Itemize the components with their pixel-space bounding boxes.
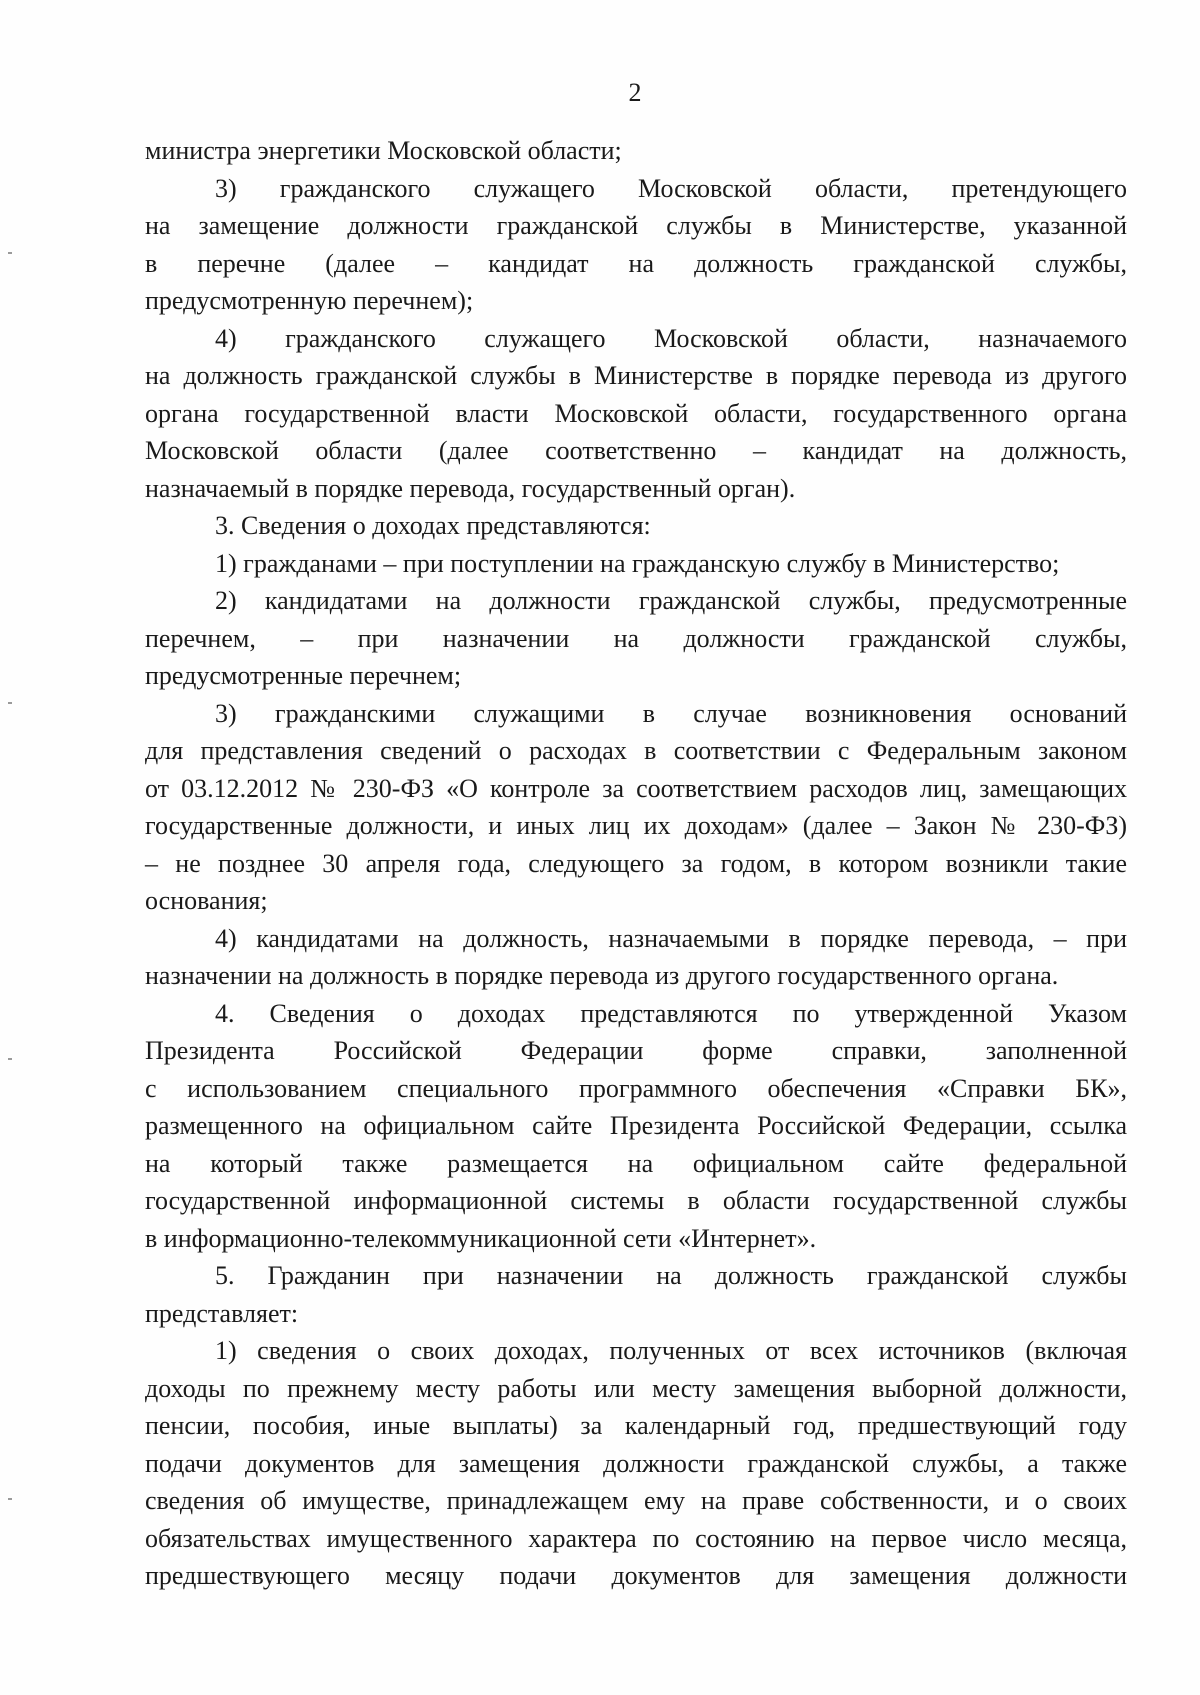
text-line: обязательствах имущественного характера по состоянию на первое число месяца,: [145, 1523, 1127, 1553]
paragraph: [145, 545, 1127, 583]
text-line: подачи документов для замещения должности гражданской службы, а также: [145, 1448, 1127, 1478]
text-line: доходы по прежнему месту работы или месту замещения выборной должности,: [145, 1373, 1127, 1403]
text-line: 4) гражданского служащего Московской области, назначаемого: [215, 323, 1127, 353]
text-line: Московской области (далее соответственно – кандидат на должность,: [145, 436, 1127, 465]
text-line: назначении на должность в порядке перевода из другого государственного органа.: [145, 961, 1059, 990]
text-line: 3) гражданскими служащими в случае возникновения оснований: [215, 698, 1127, 728]
text-line: предшествующего месяцу подачи документов для замещения должности: [145, 1561, 1127, 1590]
text-line: предусмотренные перечнем;: [145, 661, 462, 690]
paragraph: [145, 320, 1127, 508]
paragraph: [145, 1257, 1127, 1332]
text-line: 3) гражданского служащего Московской области, претендующего: [215, 173, 1127, 203]
text-line: – не позднее 30 апреля года, следующего за годом, в котором возникли такие: [145, 848, 1127, 878]
text-line: 2) кандидатами на должности гражданской службы, предусмотренные: [215, 586, 1127, 615]
text-line: 1) сведения о своих доходах, полученных от всех источников (включая: [215, 1336, 1127, 1365]
text-line: 3. Сведения о доходах представляются:: [215, 511, 651, 540]
paragraph: [145, 1332, 1127, 1595]
text-line: для представления сведений о расходах в соответствии с Федеральным законом: [145, 736, 1127, 765]
text-line: размещенного на официальном сайте Президента Российской Федерации, ссылка: [145, 1111, 1127, 1140]
text-line: в перечне (далее – кандидат на должность гражданской службы,: [145, 248, 1127, 278]
margin-mark: [8, 1058, 12, 1060]
text-line: министра энергетики Московской области;: [145, 136, 622, 165]
text-line: государственные должности, и иных лиц их доходам» (далее – Закон № 230-ФЗ): [145, 811, 1127, 840]
text-line: на замещение должности гражданской службы в Министерстве, указанной: [145, 211, 1127, 240]
text-line: с использованием специального программного обеспечения «Справки БК»,: [145, 1073, 1127, 1103]
text-line: представляет:: [145, 1298, 299, 1328]
margin-mark: [8, 1498, 12, 1500]
text-line: 4) кандидатами на должность, назначаемыми в порядке перевода, – при: [215, 923, 1127, 953]
paragraph: [145, 695, 1127, 920]
text-line: назначаемый в порядке перевода, государственный орган).: [145, 473, 796, 503]
paragraph: [145, 170, 1127, 320]
margin-mark: [8, 252, 12, 254]
margin-mark: [8, 702, 12, 704]
text-line: на должность гражданской службы в Министерстве в порядке перевода из другого: [145, 361, 1127, 390]
text-line: перечнем, – при назначении на должности гражданской службы,: [145, 623, 1127, 653]
text-line: предусмотренную перечнем);: [145, 286, 474, 315]
text-line: от 03.12.2012 № 230-ФЗ «О контроле за соответствием расходов лиц, замещающих: [145, 773, 1127, 803]
paragraph: [145, 507, 1127, 545]
text-line: 4. Сведения о доходах представляются по утвержденной Указом: [215, 998, 1127, 1028]
document-body: [145, 132, 1127, 1595]
text-line: в информационно-телекоммуникационной сети «Интернет».: [145, 1223, 817, 1253]
paragraph: [145, 995, 1127, 1258]
text-line: на который также размещается на официальном сайте федеральной: [145, 1148, 1127, 1178]
page-number: 2: [628, 78, 642, 107]
text-line: 1) гражданами – при поступлении на гражданскую службу в Министерство;: [215, 548, 1060, 578]
text-line: пенсии, пособия, иные выплаты) за календарный год, предшествующий году: [145, 1411, 1127, 1440]
text-line: Президента Российской Федерации форме справки, заполненной: [145, 1036, 1127, 1065]
text-line: основания;: [145, 886, 268, 915]
text-line: государственной информационной системы в области государственной службы: [145, 1186, 1127, 1215]
text-line: сведения об имуществе, принадлежащем ему на праве собственности, и о своих: [145, 1486, 1127, 1515]
paragraph: [145, 132, 1127, 170]
text-line: 5. Гражданин при назначении на должность гражданской службы: [215, 1261, 1127, 1290]
text-line: органа государственной власти Московской области, государственного органа: [145, 398, 1127, 428]
paragraph: [145, 582, 1127, 695]
paragraph: [145, 920, 1127, 995]
